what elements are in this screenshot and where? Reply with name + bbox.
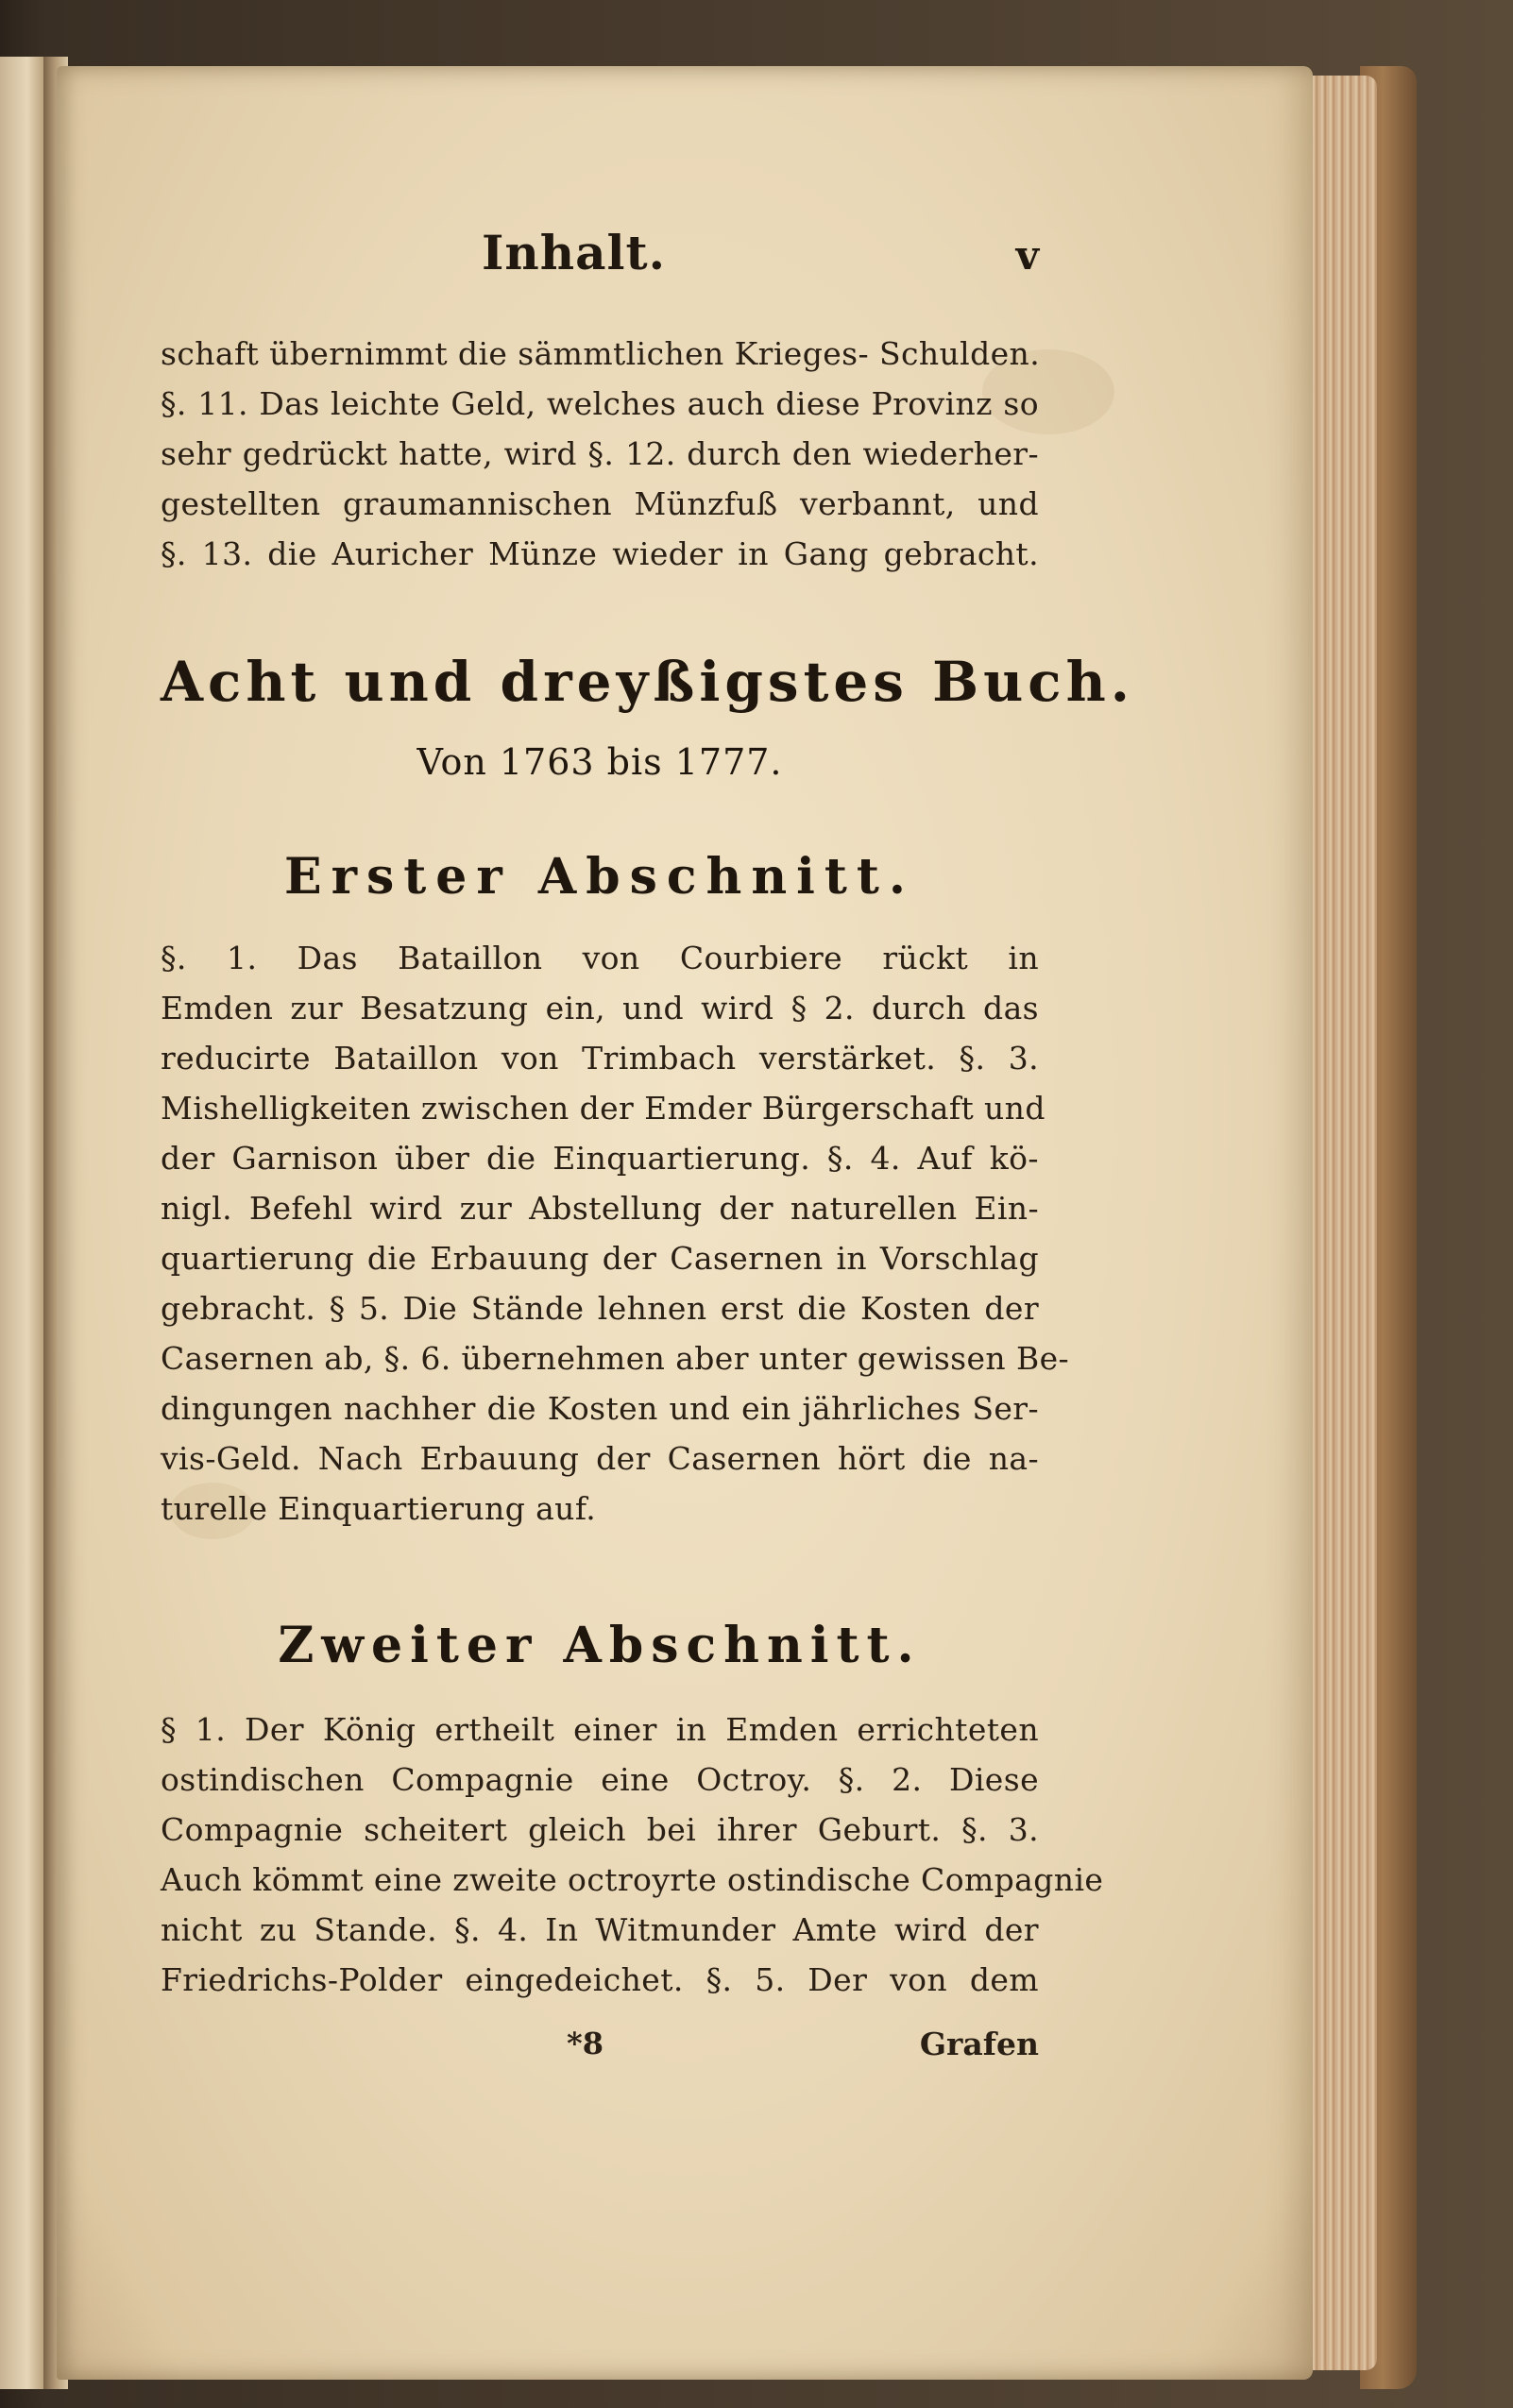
book-date-range: Von 1763 bis 1777. [416, 741, 783, 783]
text-line: Friedrichs-Polder eingedeichet. §. 5. Der von dem [161, 1961, 1039, 1998]
page-fore-edge [1311, 76, 1377, 2370]
text-line: der Garnison über die Einquartierung. §. 4. Auf kö- [161, 1140, 1039, 1177]
text-line: ostindischen Compagnie eine Octroy. §. 2. Diese [161, 1761, 1039, 1798]
text-line: nicht zu Stande. §. 4. In Witmunder Amte wird der [161, 1911, 1039, 1948]
text-line: schaft übernimmt die sämmtlichen Krieges- Schulden. [161, 335, 1041, 372]
text-line: gebracht. § 5. Die Stände lehnen erst die Kosten der [161, 1290, 1039, 1327]
text-line: § 1. Der König ertheilt einer in Emden errichteten [161, 1711, 1039, 1748]
text-line: §. 1. Das Bataillon von Courbiere rückt in [161, 940, 1039, 976]
text-line: Mishelligkeiten zwischen der Emder Bürgerschaft und [161, 1090, 1046, 1127]
section-title: Zweiter Abschnitt. [278, 1617, 922, 1674]
book-title: Acht und dreyßigstes Buch. [161, 650, 1134, 714]
text-line: §. 13. die Auricher Münze wieder in Gang gebracht. [161, 535, 1039, 572]
running-head [444, 225, 1039, 281]
text-line: Compagnie scheitert gleich bei ihrer Geburt. §. 3. [161, 1811, 1039, 1848]
text-line: gestellten graumannischen Münzfuß verbannt, und [161, 485, 1039, 522]
text-line: vis-Geld. Nach Erbauung der Casernen hört die na- [161, 1440, 1039, 1477]
page-number: v [1015, 232, 1039, 279]
catchword: Grafen [919, 2026, 1039, 2062]
text-line: sehr gedrückt hatte, wird §. 12. durch den wiederher- [161, 435, 1039, 472]
printer-signature: *8 [567, 2026, 604, 2061]
text-line: turelle Einquartierung auf. [161, 1490, 597, 1527]
text-line: Auch kömmt eine zweite octroyrte ostindische Compagnie [161, 1861, 1104, 1898]
text-line: §. 11. Das leichte Geld, welches auch diese Provinz so [161, 385, 1039, 422]
section-title: Erster Abschnitt. [283, 848, 916, 906]
text-line: quartierung die Erbauung der Casernen in Vorschlag [161, 1240, 1039, 1277]
text-line: Casernen ab, §. 6. übernehmen aber unter gewissen Be- [161, 1340, 1070, 1377]
text-line: Emden zur Besatzung ein, und wird § 2. durch das [161, 990, 1039, 1026]
text-line: nigl. Befehl wird zur Abstellung der naturellen Ein- [161, 1190, 1039, 1227]
running-title: Inhalt. [482, 225, 666, 280]
facing-page-edge [0, 57, 45, 2389]
text-line: reducirte Bataillon von Trimbach verstärket. §. 3. [161, 1040, 1039, 1077]
text-line: dingungen nachher die Kosten und ein jährliches Ser- [161, 1390, 1039, 1427]
page-footer [161, 2026, 1039, 2068]
